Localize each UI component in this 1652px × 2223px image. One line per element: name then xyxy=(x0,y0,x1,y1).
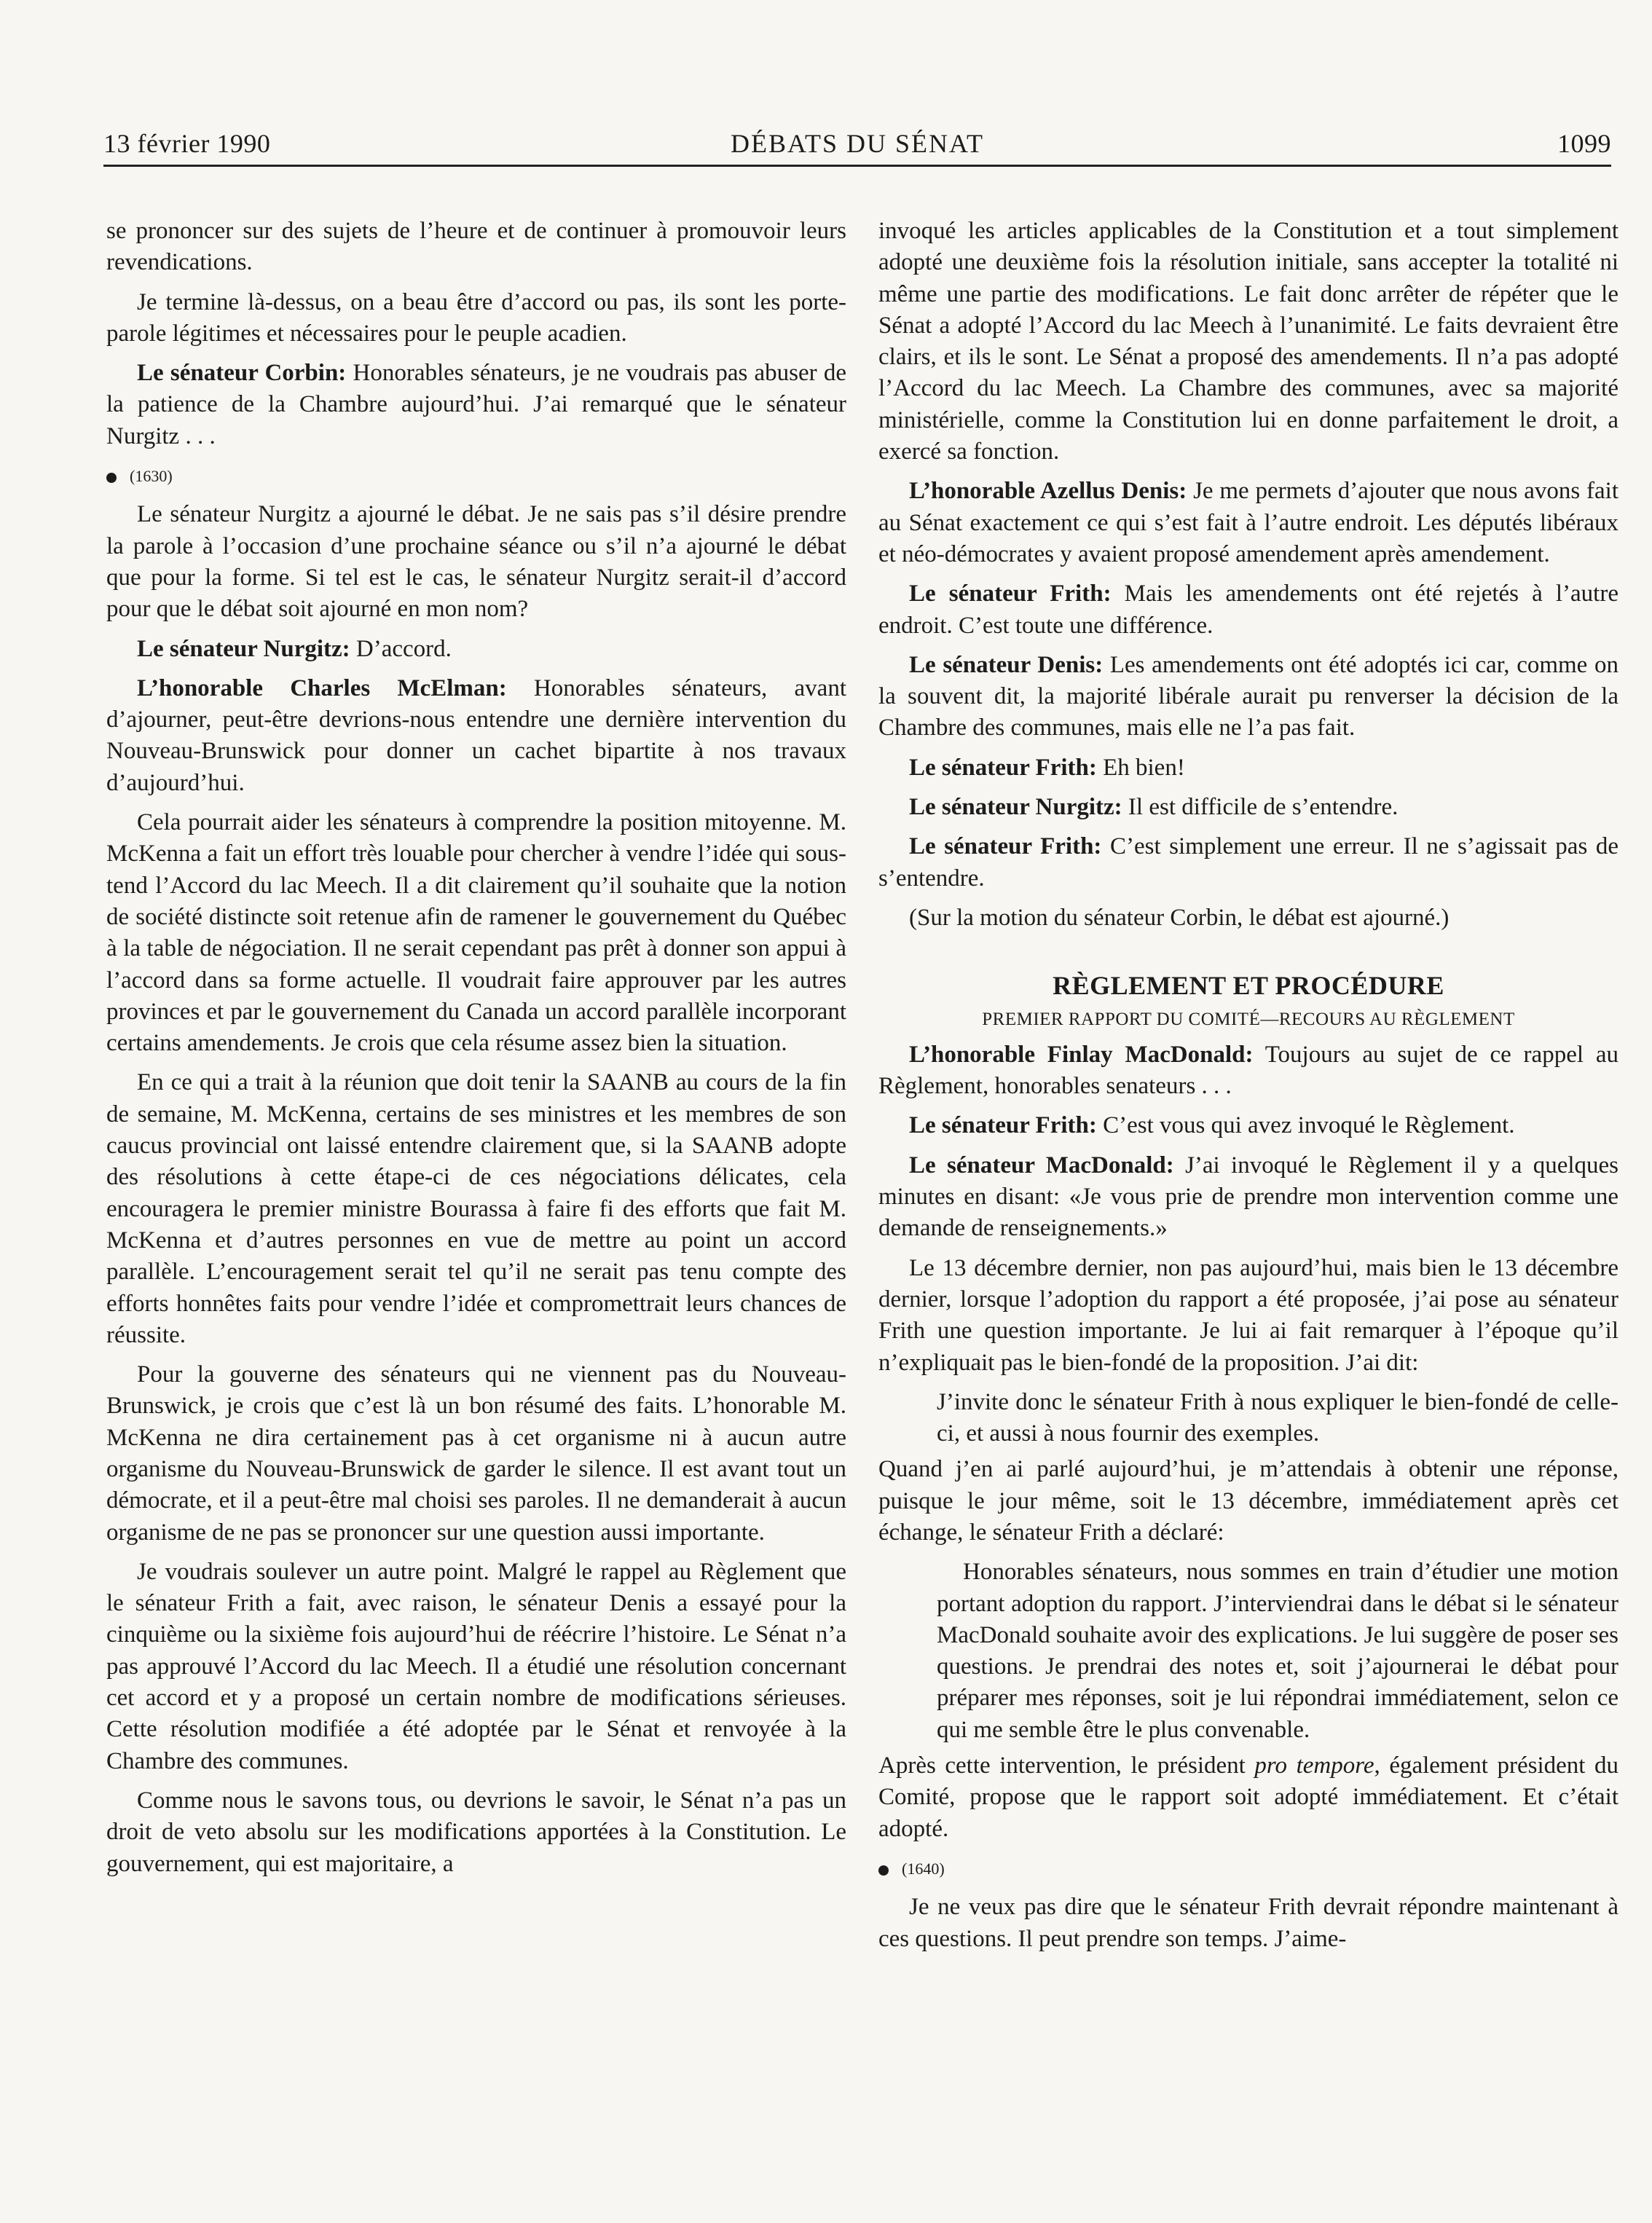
speaker-name: L’honorable Charles McElman: xyxy=(137,674,507,701)
speech-text: C’est vous qui avez invoqué le Règlement. xyxy=(1096,1112,1515,1139)
speech-text: D’accord. xyxy=(350,635,452,662)
speaker-name: Le sénateur Frith: xyxy=(909,1112,1097,1139)
left-column xyxy=(106,216,846,1888)
paragraph xyxy=(878,1750,1618,1845)
paragraph xyxy=(878,650,1618,744)
paragraph xyxy=(106,634,846,665)
page-header xyxy=(103,128,1611,167)
paragraph xyxy=(878,578,1618,642)
procedural-note: (Sur la motion du sénateur Corbin, le débat est ajourné.) xyxy=(909,904,1450,931)
paragraph: Pour la gouverne des sénateurs qui ne viennent pas du Nouveau-Brunswick, je crois que c’est là un bon résumé des faits. L’honorable M. McKenna ne dira certainement pas à cet organisme ni à aucun autre organisme du Nouveau-Brunswick de garder le silence. Il est avant tout un démocrate, et il a peut-être mal choisi ses paroles. Il ne demanderait à aucun organisme de ne pas se prononcer sur une question aussi importante. xyxy=(106,1361,846,1546)
speech-text: J’ai invoqué le Règlement il y a quelques minutes en disant: «Je vous prie de prendre mon intervention comme une demande de renseignements.» xyxy=(878,1152,1618,1242)
speech-text: C’est simplement une erreur. Il ne s’agissait pas de s’entendre. xyxy=(878,833,1618,892)
speaker-name: Le sénateur MacDonald: xyxy=(909,1152,1174,1179)
bullet-dot-icon xyxy=(106,473,117,483)
paragraph xyxy=(878,752,1618,784)
section-title: RÈGLEMENT ET PROCÉDURE xyxy=(1053,971,1444,1001)
bullet-dot-icon xyxy=(878,1865,889,1876)
paragraph xyxy=(878,1110,1618,1141)
time-marker xyxy=(106,460,846,492)
header-date: 13 février 1990 xyxy=(103,129,271,158)
time-marker-label: (1630) xyxy=(130,467,173,486)
paragraph: Le 13 décembre dernier, non pas aujourd’hui, mais bien le 13 décembre dernier, lorsque l’adoption du rapport a été proposée, j’ai pose au sénateur Frith une question importante. Je lui ai fait remarquer à l’époque qu’il n’expliquait pas le bien-fondé de la proposition. J’ai dit: xyxy=(878,1254,1618,1376)
speaker-name: Le sénateur Frith: xyxy=(909,833,1102,860)
paragraph-text: Après cette intervention, le président xyxy=(878,1752,1255,1779)
time-marker-label: (1640) xyxy=(902,1859,945,1878)
speaker-name: Le sénateur Nurgitz: xyxy=(909,794,1122,821)
speech-text: Toujours au sujet de ce rappel au Règlement, honorables senateurs . . . xyxy=(878,1041,1618,1100)
speech-text: Il est difficile de s’entendre. xyxy=(1122,794,1399,821)
speaker-name: Le sénateur Denis: xyxy=(909,651,1104,678)
paragraph: Cela pourrait aider les sénateurs à comprendre la position mitoyenne. M. McKenna a fait un effort très louable pour chercher à vendre l’idée qui sous-tend l’Accord du lac Meech. Il a dit clairement qu’il souhaite que la notion de société distincte soit retenue afin de ramener le gouvernement du Québec à la table de négociation. Il ne serait cependant pas prêt à donner son appui à l’accord dans sa forme actuelle. Il voudrait faire approuver par les autres provinces et par le gouvernement du Canada un accord parallèle incorporant certains amendements. Je crois que cela résume assez bien la situation. xyxy=(106,809,846,1057)
paragraph xyxy=(878,476,1618,570)
paragraph: Quand j’en ai parlé aujourd’hui, je m’attendais à obtenir une réponse, puisque le jour même, soit le 13 décembre, immédiatement après cet échange, le sénateur Frith a déclaré: xyxy=(878,1456,1618,1546)
paragraph: Le sénateur Nurgitz a ajourné le débat. Je ne sais pas s’il désire prendre la parole à l’occasion d’une prochaine séance ou s’il n’a ajourné le débat que pour la forme. Si tel est le cas, le sénateur Nurgitz serait-il d’accord pour que le débat soit ajourné en mon nom? xyxy=(106,501,846,623)
paragraph xyxy=(878,831,1618,894)
speech-text: Eh bien! xyxy=(1096,754,1185,781)
speaker-name: Le sénateur Nurgitz: xyxy=(137,635,350,662)
block-quote: J’invite donc le sénateur Frith à nous expliquer le bien-fondé de celle-ci, et aussi à nous fournir des exemples. xyxy=(937,1388,1618,1447)
speaker-name: L’honorable Finlay MacDonald: xyxy=(909,1041,1254,1068)
section-subtitle: PREMIER RAPPORT DU COMITÉ—RECOURS AU RÈGLEMENT xyxy=(982,1009,1515,1029)
paragraph-text: , également président du Comité, propose que le rapport soit adopté immédiatement. Et c’était adopté. xyxy=(878,1752,1618,1842)
paragraph xyxy=(106,673,846,799)
time-marker xyxy=(878,1853,1618,1884)
page-number: 1099 xyxy=(1557,129,1611,158)
right-column xyxy=(878,216,1618,1963)
paragraph: En ce qui a trait à la réunion que doit tenir la SAANB au cours de la fin de semaine, M. McKenna, certains de ses ministres et les membres de son caucus provincial ont laissé entendre clairement que, si la SAANB adopte des résolutions à cette étape-ci de ces négociations délicates, cela encouragera le premier ministre Bourassa à faire fi des efforts que fait M. McKenna et d’autres personnes en vue de mettre au point un accord parallèle. L’encouragement serait tel qu’il ne serait pas tenu compte des efforts honnêtes faits pour vendre l’idée et compromettrait leurs chances de réussite. xyxy=(106,1069,846,1348)
paragraph: se prononcer sur des sujets de l’heure et de continuer à promouvoir leurs revendications. xyxy=(106,218,846,276)
italic-term: pro tempore xyxy=(1254,1752,1374,1779)
paragraph xyxy=(106,358,846,452)
paragraph: Comme nous le savons tous, ou devrions le savoir, le Sénat n’a pas un droit de veto absolu sur les modifications apportées à la Constitution. Le gouvernement, qui est majoritaire, a xyxy=(106,1787,846,1877)
paragraph: Je ne veux pas dire que le sénateur Frith devrait répondre maintenant à ces questions. Il peut prendre son temps. J’aime- xyxy=(878,1894,1618,1952)
speech-text: Honorables sénateurs, je ne voudrais pas abuser de la patience de la Chambre aujourd’hui. J’ai remarqué que le sénateur Nurgitz . . . xyxy=(106,360,847,449)
paragraph: Je voudrais soulever un autre point. Malgré le rappel au Règlement que le sénateur Frith a fait, avec raison, le sénateur Denis a essayé pour la cinquième ou la sixième fois aujourd’hui de réécrire l’histoire. Le Sénat n’a pas approuvé l’Accord du lac Meech. Il a étudié une résolution concernant cet accord et y a proposé un certain nombre de modifications sérieuses. Cette résolution modifiée a été adoptée par le Sénat et renvoyée à la Chambre des communes. xyxy=(106,1558,846,1774)
header-title: DÉBATS DU SÉNAT xyxy=(730,129,985,158)
speaker-name: Le sénateur Corbin: xyxy=(137,360,347,387)
paragraph xyxy=(878,1150,1618,1245)
paragraph: Je termine là-dessus, on a beau être d’accord ou pas, ils sont les porte-parole légitimes et nécessaires pour le peuple acadien. xyxy=(106,288,846,347)
speaker-name: Le sénateur Frith: xyxy=(909,581,1112,607)
paragraph xyxy=(878,1039,1618,1103)
block-quote: Honorables sénateurs, nous sommes en train d’étudier une motion portant adoption du rapport. J’interviendrai dans le débat si le sénateur MacDonald souhaite avoir des explications. Je lui suggère de poser ses questions. Je prendrai des notes et, soit j’ajournerai le débat pour préparer mes réponses, soit je lui répondrai immédiatement, selon ce qui me semble être le plus convenable. xyxy=(937,1559,1618,1743)
paragraph xyxy=(878,792,1618,823)
speech-text: Les amendements ont été adoptés ici car, comme on la souvent dit, la majorité libérale aurait pu renverser la décision de la Chambre des communes, mais elle ne l’a pas fait. xyxy=(878,651,1618,741)
speech-text: Honorables sénateurs, avant d’ajourner, peut-être devrions-nous entendre une dernière intervention du Nouveau-Brunswick pour donner un cachet bipartite à nos travaux d’aujourd’hui. xyxy=(106,674,846,796)
speaker-name: Le sénateur Frith: xyxy=(909,754,1097,781)
speaker-name: L’honorable Azellus Denis: xyxy=(909,478,1187,505)
paragraph: invoqué les articles applicables de la Constitution et a tout simplement adopté une deuxième fois la résolution initiale, sans accepter la totalité ni même une partie des modifications. Le fait donc arrêter de répéter que le Sénat a adopté l’Accord du lac Meech à l’unanimité. Le faits devraient être clairs, et ils le sont. Le Sénat a proposé des amendements. Il n’a pas adopté l’Accord du lac Meech. La Chambre des communes, avec sa majorité ministérielle, comme la Constitution lui en donne parfaitement le droit, a exercé sa fonction. xyxy=(878,218,1618,465)
speech-text: Je me permets d’ajouter que nous avons fait au Sénat exactement ce qui s’est fait à l’autre endroit. Les députés libéraux et néo-démocrates y avaient proposé amendement après amendement. xyxy=(878,478,1618,567)
speech-text: Mais les amendements ont été rejetés à l’autre endroit. C’est toute une différence. xyxy=(878,581,1618,639)
